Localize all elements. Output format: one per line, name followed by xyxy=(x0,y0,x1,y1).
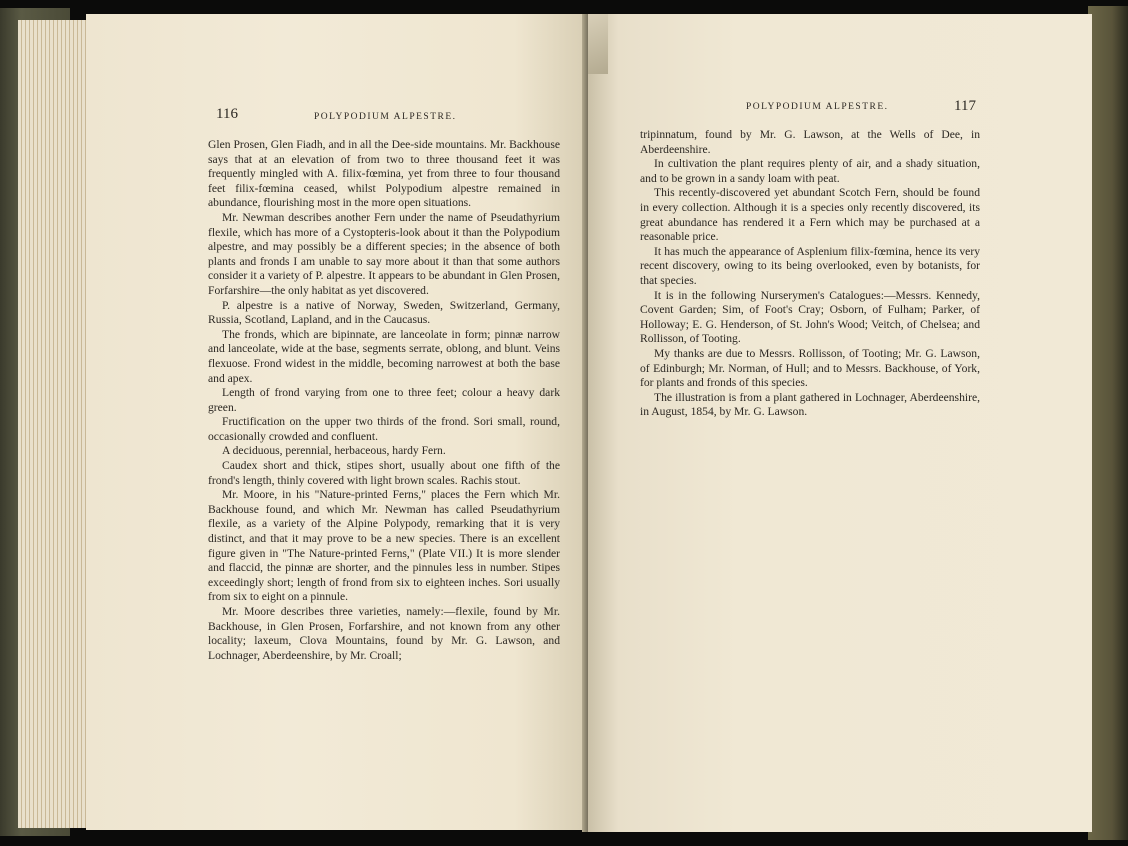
left-paragraph: Glen Prosen, Glen Fiadh, and in all the Dee-side mountains. Mr. Backhouse says that at an elevation of from two to three thousand feet it was frequently mingled with A. filix-fœmina, yet from three to four thousand feet filix-fœmina ceased, whilst Polypodium alpestre remained in abundance, flourishing most in the more open situations. xyxy=(208,138,560,210)
left-paragraph: A deciduous, perennial, herbaceous, hardy Fern. xyxy=(222,444,446,458)
page-edges xyxy=(18,20,90,828)
right-paragraph: It has much the appearance of Asplenium filix-fœmina, hence its very recent discovery, owing to its being overlooked, even by botanists, for that species. xyxy=(640,244,980,287)
right-paragraph: My thanks are due to Messrs. Rollisson, of Tooting; Mr. G. Lawson, of Edinburgh; Mr. Norman, of Hull; and to Messrs. Backhouse, of York, for plants and fronds of this species. xyxy=(640,346,980,390)
left-paragraph: The fronds, which are bipinnate, are lanceolate in form; pinnæ narrow and lanceolate, wide at the base, segments serrate, oblong, and blunt. Veins flexuose. Frond widest in the middle, becoming narrowest at both the base and apex. xyxy=(208,327,560,385)
page-fold xyxy=(588,14,608,74)
left-body-text xyxy=(208,138,560,663)
left-running-head: POLYPODIUM ALPESTRE. xyxy=(314,112,457,122)
left-paragraph: Fructification on the upper two thirds of the frond. Sori small, round, occasionally crowded and confluent. xyxy=(208,415,560,443)
left-paragraph: Mr. Moore, in his "Nature-printed Ferns," places the Fern which Mr. Backhouse found, and which Mr. Newman has called Pseudathyrium flexile, as a variety of the Alpine Polypody, remarking that it is very distinct, and that it may prove to be a new species. There is an excellent figure given in "The Nature-printed Ferns," (Plate VII.) It is more slender and flaccid, the pinnæ are shorter, and the pinnules less in number. Stipes exceedingly short; length of frond from six to eighteen inches. Sori usually from six to eight on a pinnule. xyxy=(208,488,560,604)
right-page-number: 117 xyxy=(954,98,976,114)
right-paragraph: The illustration is from a plant gathered in Lochnager, Aberdeenshire, in August, 1854, by Mr. G. Lawson. xyxy=(640,390,980,419)
left-paragraph: Mr. Moore describes three varieties, namely:—flexile, found by Mr. Backhouse, in Glen Prosen, Forfarshire, and not known from any other locality; laxeum, Clova Mountains, found by Mr. G. Lawson, and Lochnager, Aberdeenshire, by Mr. Croall; xyxy=(208,605,560,662)
right-paragraph: In cultivation the plant requires plenty of air, and a shady situation, and to be grown in a sandy loam with peat. xyxy=(640,157,980,185)
left-paragraph: P. alpestre is a native of Norway, Sweden, Switzerland, Germany, Russia, Scotland, Lapland, and in the Caucasus. xyxy=(208,298,560,327)
right-paragraph: tripinnatum, found by Mr. G. Lawson, at the Wells of Dee, in Aberdeenshire. xyxy=(640,128,980,156)
left-paragraph: Length of frond varying from one to three feet; colour a heavy dark green. xyxy=(208,386,560,414)
right-book-cover xyxy=(1088,6,1128,840)
right-body-text xyxy=(640,128,980,420)
right-paragraph: This recently-discovered yet abundant Scotch Fern, should be found in every collection. Although it is a species only recently discovered, its great abundance has rendered it a Fern which may be purchased at a reasonable price. xyxy=(640,186,980,244)
right-paragraph: It is in the following Nurserymen's Catalogues:—Messrs. Kennedy, Covent Garden; Sim, of Foot's Cray; Osborn, of Fulham; Parker, of Holloway; E. G. Henderson, of St. John's Wood; Veitch, of Chelsea; and Rollisson, of Tooting. xyxy=(640,288,980,346)
left-page-number: 116 xyxy=(216,106,238,122)
left-page xyxy=(86,14,590,830)
right-running-head: POLYPODIUM ALPESTRE. xyxy=(746,102,889,112)
left-paragraph: Caudex short and thick, stipes short, usually about one fifth of the frond's length, thinly covered with light brown scales. Rachis stout. xyxy=(208,459,560,487)
right-page xyxy=(588,14,1092,832)
left-paragraph: Mr. Newman describes another Fern under the name of Pseudathyrium flexile, which has more of a Cystopteris-look about it than the Polypodium alpestre, and may possibly be a different species; in the absence of both plants and fronds I am unable to say more about it than that some authors consider it a variety of P. alpestre. It appears to be abundant in Glen Prosen, Forfarshire—the only habitat as yet discovered. xyxy=(208,210,560,297)
